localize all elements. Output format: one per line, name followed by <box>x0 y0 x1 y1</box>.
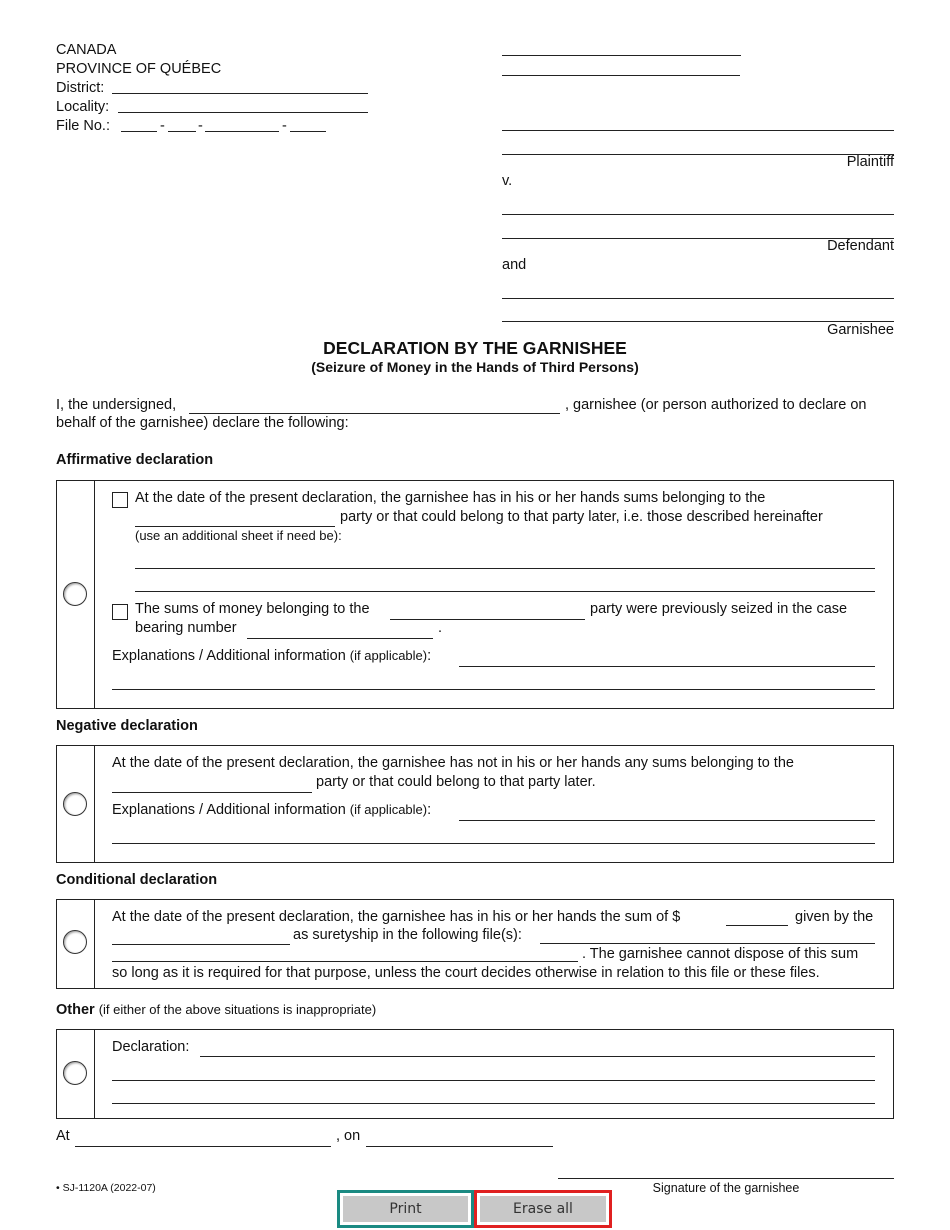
court-field-2[interactable] <box>502 75 740 76</box>
other-heading-row <box>56 1002 376 1018</box>
seized-text-2: party were previously seized in the case <box>590 601 848 617</box>
seized-party-field[interactable] <box>390 619 585 620</box>
seized-text-1: The sums of money belonging to the <box>135 601 370 617</box>
conditional-text-3: as suretyship in the following file(s): <box>293 927 522 943</box>
file-dash: - <box>198 118 203 134</box>
print-button-label: Print <box>340 1193 471 1225</box>
files-field-1[interactable] <box>540 943 875 944</box>
garnishee-field-1[interactable] <box>502 298 894 299</box>
page-title: DECLARATION BY THE GARNISHEE <box>323 338 627 358</box>
defendant-field-1[interactable] <box>502 214 894 215</box>
garnishee-label: Garnishee <box>827 322 894 338</box>
other-radio-column <box>57 1030 95 1118</box>
other-declaration-label: Declaration: <box>112 1039 190 1055</box>
conditional-heading: Conditional declaration <box>56 872 218 888</box>
file-number-part3[interactable] <box>205 131 279 132</box>
sum-amount-field[interactable] <box>726 925 788 926</box>
affirmative-sums-checkbox[interactable] <box>112 492 128 508</box>
signature-field[interactable] <box>558 1178 894 1179</box>
plaintiff-field-1[interactable] <box>502 130 894 131</box>
negative-text-2: party or that could belong to that party later. <box>316 774 596 790</box>
file-number-part4[interactable] <box>290 131 326 132</box>
files-field-2[interactable] <box>112 961 578 962</box>
affirmative-explanations-label: Explanations / Additional information (if applicable): <box>112 648 432 664</box>
suretyship-giver-field[interactable] <box>112 944 290 945</box>
negative-radio-column <box>57 746 95 862</box>
form-code: • SJ-1120A (2022-07) <box>56 1182 156 1194</box>
other-heading: Other <box>56 1002 95 1018</box>
on-label: , on <box>336 1128 361 1144</box>
page-subtitle: (Seizure of Money in the Hands of Third Persons) <box>311 359 639 375</box>
locality-label: Locality: <box>56 99 110 115</box>
file-number-part1[interactable] <box>121 131 157 132</box>
case-number-field[interactable] <box>247 638 433 639</box>
file-dash: - <box>282 118 287 134</box>
plaintiff-label: Plaintiff <box>846 154 894 170</box>
district-label: District: <box>56 80 105 96</box>
intro-text-1: I, the undersigned, <box>56 397 177 413</box>
erase-all-button-label: Erase all <box>477 1193 609 1225</box>
affirmative-explanations-field-2[interactable] <box>112 689 875 690</box>
period: . <box>438 620 443 636</box>
affirmative-text-1: At the date of the present declaration, the garnishee has in his or her hands sums belonging to the <box>135 490 766 506</box>
negative-explanations-field-2[interactable] <box>112 843 875 844</box>
negative-party-field[interactable] <box>112 792 312 793</box>
plaintiff-field-2[interactable] <box>502 154 894 155</box>
other-radio[interactable] <box>63 1061 87 1085</box>
file-dash: - <box>160 118 165 134</box>
other-declaration-field-1[interactable] <box>200 1056 875 1057</box>
affirmative-party-field[interactable] <box>135 526 335 527</box>
locality-field[interactable] <box>118 112 368 113</box>
other-declaration-field-3[interactable] <box>112 1103 875 1104</box>
intro-text-2: , garnishee (or person authorized to declare on <box>565 397 867 413</box>
conditional-text-1: At the date of the present declaration, the garnishee has in his or her hands the sum of $ <box>112 909 681 925</box>
and-label: and <box>502 257 527 273</box>
negative-explanations-field-1[interactable] <box>459 820 875 821</box>
other-note: (if either of the above situations is inappropriate) <box>98 1002 377 1017</box>
versus-label: v. <box>502 173 513 189</box>
conditional-text-2: given by the <box>795 909 874 925</box>
affirmative-explanations-field-1[interactable] <box>459 666 875 667</box>
affirmative-radio-column <box>57 481 95 708</box>
negative-text-1: At the date of the present declaration, the garnishee has not in his or her hands any sums belonging to the <box>112 755 794 771</box>
previously-seized-checkbox[interactable] <box>112 604 128 620</box>
date-field[interactable] <box>366 1146 553 1147</box>
affirmative-description-field-2[interactable] <box>135 591 875 592</box>
print-button[interactable] <box>337 1190 474 1228</box>
affirmative-note: (use an additional sheet if need be): <box>135 528 342 543</box>
file-number-label: File No.: <box>56 118 110 134</box>
negative-heading: Negative declaration <box>56 718 198 734</box>
erase-all-button[interactable] <box>474 1190 612 1228</box>
affirmative-heading: Affirmative declaration <box>56 452 214 468</box>
conditional-radio-column <box>57 900 95 988</box>
intro-text-3: behalf of the garnishee) declare the following: <box>56 415 349 431</box>
negative-explanations-label: Explanations / Additional information (if applicable): <box>112 802 432 818</box>
seized-text-3: bearing number <box>135 620 237 636</box>
signature-label: Signature of the garnishee <box>652 1181 800 1195</box>
file-number-part2[interactable] <box>168 131 196 132</box>
country-label: CANADA <box>56 42 117 58</box>
district-field[interactable] <box>112 93 368 94</box>
at-label: At <box>56 1128 70 1144</box>
undersigned-name-field[interactable] <box>189 413 560 414</box>
other-declaration-field-2[interactable] <box>112 1080 875 1081</box>
affirmative-text-2: party or that could belong to that party later, i.e. those described hereinafter <box>340 509 823 525</box>
province-label: PROVINCE OF QUÉBEC <box>56 61 222 77</box>
conditional-text-4: . The garnishee cannot dispose of this sum <box>582 946 859 962</box>
affirmative-description-field-1[interactable] <box>135 568 875 569</box>
defendant-label: Defendant <box>827 238 894 254</box>
place-field[interactable] <box>75 1146 331 1147</box>
conditional-text-5: so long as it is required for that purpose, unless the court decides otherwise in relation to this file or these files. <box>112 965 820 981</box>
conditional-radio[interactable] <box>63 930 87 954</box>
affirmative-radio[interactable] <box>63 582 87 606</box>
negative-radio[interactable] <box>63 792 87 816</box>
court-field-1[interactable] <box>502 55 741 56</box>
